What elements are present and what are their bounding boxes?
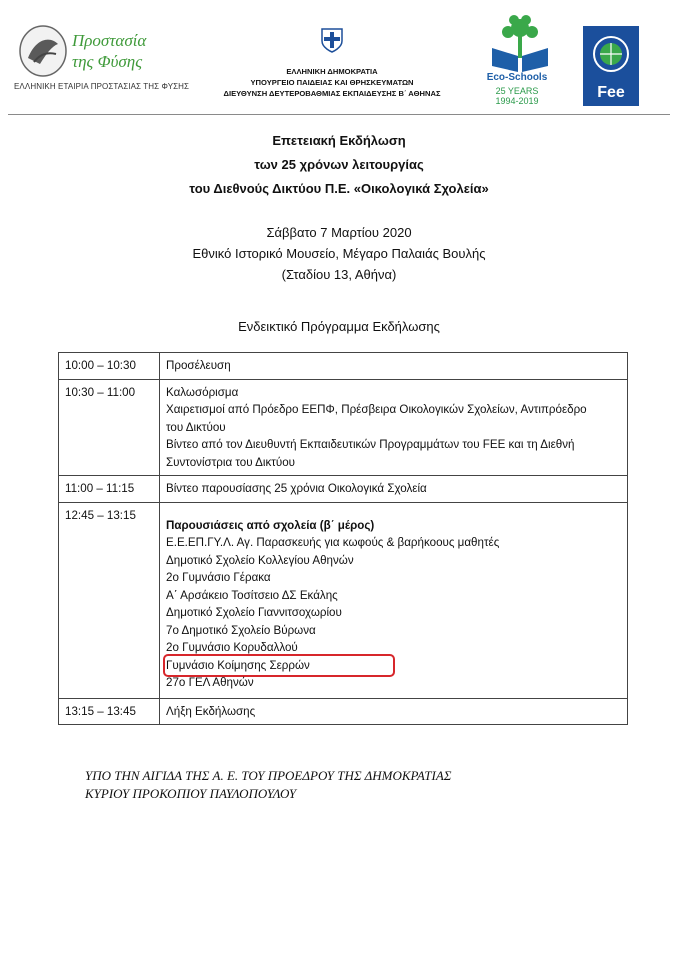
eco-schools-name: Eco-Schools xyxy=(486,72,548,83)
globe-icon xyxy=(583,26,639,86)
school-item: Δημοτικό Σχολείο Γιαννιτσοχωρίου xyxy=(166,606,342,619)
program-heading: Ενδεικτικό Πρόγραμμα Εκδήλωσης xyxy=(238,319,440,334)
table-row xyxy=(59,353,628,380)
row-text: Λήξη Εκδήλωσης xyxy=(160,698,628,725)
title-line1: Επετειακή Εκδήλωση xyxy=(272,133,406,148)
row-text xyxy=(160,502,628,698)
school-item: Ε.Ε.ΕΠ.ΓΥ.Λ. Αγ. Παρασκευής για κωφούς & βαρήκοους μαθητές xyxy=(166,536,500,549)
school-item: Α΄ Αρσάκειο Τοσίτσειο ΔΣ Εκάλης xyxy=(166,588,338,602)
school-item: Δημοτικό Σχολείο Κολλεγίου Αθηνών xyxy=(166,553,354,567)
school-item: 2ο Γυμνάσιο Κορυδαλλού xyxy=(166,641,298,654)
eco-years-label: 25 YEARS xyxy=(495,86,539,96)
highlight-box xyxy=(166,657,621,675)
eco-years-range: 1994-2019 xyxy=(495,96,539,106)
title-line2: των 25 χρόνων λειτουργίας xyxy=(254,157,424,172)
presentations-heading: Παρουσιάσεις από σχολεία (β΄ μέρος) xyxy=(166,518,375,532)
pf-subtitle: ΕΛΛΗΝΙΚΗ ΕΤΑΙΡΙΑ ΠΡΟΣΤΑΣΙΑΣ ΤΗΣ ΦΥΣΗΣ xyxy=(14,82,190,91)
row-line: Βίντεο από τον Διευθυντή Εκπαιδευτικών Προγραμμάτων του FEE και τη Διεθνή xyxy=(166,438,575,451)
row-line: Συντονίστρια του Δικτύου xyxy=(166,455,295,469)
fee-label: Fee xyxy=(597,84,625,101)
row-line: Καλωσόρισμα xyxy=(166,385,239,399)
event-address: (Σταδίου 13, Αθήνα) xyxy=(281,267,397,282)
pf-title-line1: Προστασία xyxy=(72,31,147,50)
header-divider xyxy=(8,114,670,115)
row-text xyxy=(160,379,628,476)
row-time: 12:45 – 13:15 xyxy=(59,502,160,698)
row-time: 13:15 – 13:45 xyxy=(59,698,160,725)
eco-schools-years xyxy=(477,86,557,106)
ministry-line2: ΥΠΟΥΡΓΕΙΟ ΠΑΙΔΕΙΑΣ ΚΑΙ ΘΡΗΣΚΕΥΜΑΤΩΝ xyxy=(250,78,414,87)
event-venue: Εθνικό Ιστορικό Μουσείο, Μέγαρο Παλαιάς Βουλής xyxy=(192,246,486,261)
row-text: Προσέλευση xyxy=(160,353,628,380)
school-item-highlighted: Γυμνάσιο Κοίμησης Σερρών xyxy=(166,657,392,675)
ministry-line3: ΔΙΕΥΘΥΝΣΗ ΔΕΥΤΕΡΟΒΑΘΜΙΑΣ ΕΚΠΑΙΔΕΥΣΗΣ Β΄ ΑΘΗΝΑΣ xyxy=(223,89,441,98)
title-line3: του Διεθνούς Δικτύου Π.Ε. «Οικολογικά Σχολεία» xyxy=(189,181,489,196)
school-item: 7ο Δημοτικό Σχολείο Βύρωνα xyxy=(166,623,316,637)
pf-title-line2: της Φύσης xyxy=(72,52,143,71)
school-item: 2ο Γυμνάσιο Γέρακα xyxy=(166,571,271,584)
footer-line1: ΥΠΟ ΤΗΝ ΑΙΓΙΔΑ ΤΗΣ Α. Ε. ΤΟΥ ΠΡΟΕΔΡΟΥ ΤΗΣ ΔΗΜΟΚΡΑΤΙΑΣ xyxy=(85,768,452,783)
ministry-line1: ΕΛΛΗΝΙΚΗ ΔΗΜΟΚΡΑΤΙΑ xyxy=(286,67,378,76)
event-date: Σάββατο 7 Μαρτίου 2020 xyxy=(266,225,412,240)
school-item: 27ο ΓΕΛ Αθηνών xyxy=(166,676,254,689)
row-line: του Δικτύου xyxy=(166,420,226,434)
table-row xyxy=(59,502,628,698)
table-row xyxy=(59,379,628,476)
pf-logo-icon xyxy=(18,24,68,78)
program-table xyxy=(58,352,628,725)
row-line: Χαιρετισμοί από Πρόεδρο ΕΕΠΦ, Πρέσβειρα Οικολογικών Σχολείων, Αντιπρόεδρο xyxy=(166,403,587,416)
ministry-block xyxy=(204,66,460,99)
row-time: 10:30 – 11:00 xyxy=(59,379,160,476)
table-row xyxy=(59,476,628,503)
greek-emblem-icon xyxy=(319,26,345,54)
table-row xyxy=(59,698,628,725)
row-time: 10:00 – 10:30 xyxy=(59,353,160,380)
row-text: Βίντεο παρουσίασης 25 χρόνια Οικολογικά Σχολεία xyxy=(160,476,628,503)
row-time: 11:00 – 11:15 xyxy=(59,476,160,503)
footer-line2: ΚΥΡΙΟΥ ΠΡΟΚΟΠΙΟΥ ΠΑΥΛΟΠΟΥΛΟΥ xyxy=(85,786,297,801)
pf-title xyxy=(72,30,146,72)
